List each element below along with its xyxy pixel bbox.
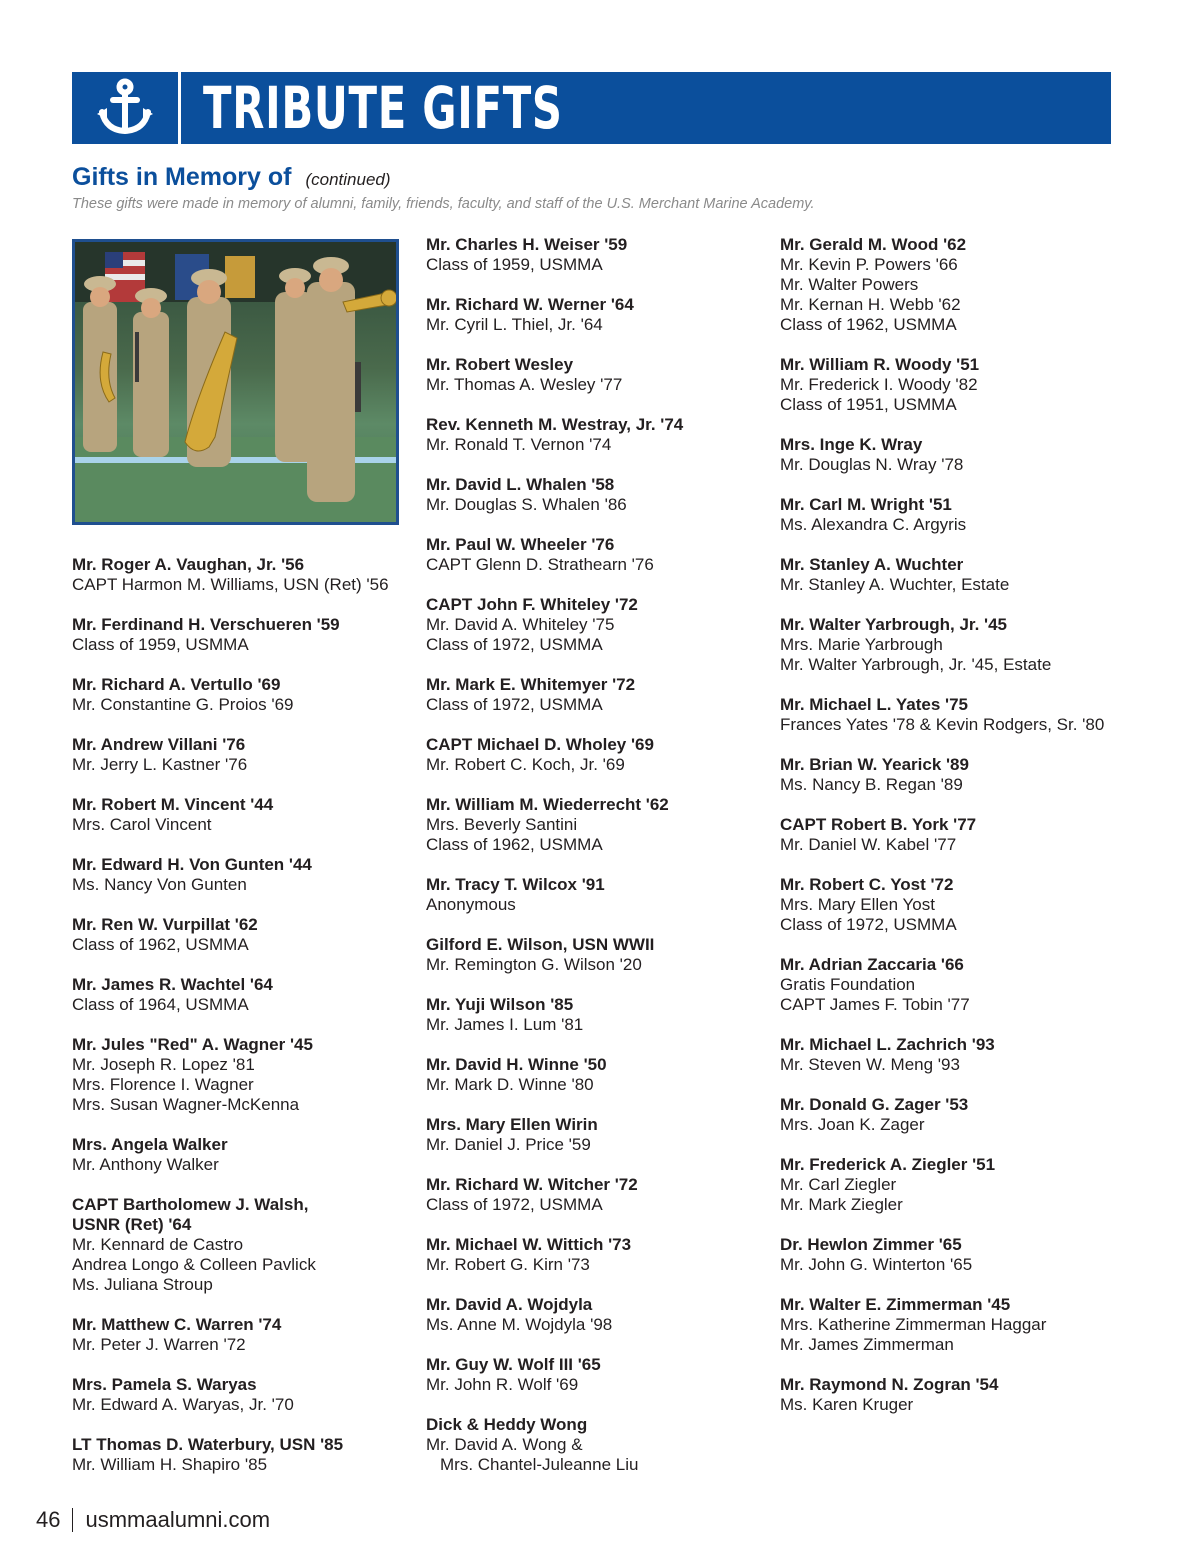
honoree-name: Mr. Walter Yarbrough, Jr. '45 xyxy=(780,615,1008,634)
donor-name: Frances Yates '78 & Kevin Rodgers, Sr. '80 xyxy=(780,715,1105,734)
honoree-name: CAPT Bartholomew J. Walsh, xyxy=(72,1195,309,1214)
band-photo xyxy=(72,239,399,525)
donor-name: Mrs. Chantel-Juleanne Liu xyxy=(440,1455,639,1474)
honoree-name: Mr. Walter E. Zimmerman '45 xyxy=(780,1295,1011,1314)
tribute-banner xyxy=(72,72,1111,144)
donor-name: Mr. Constantine G. Proios '69 xyxy=(72,695,294,714)
donor-name: Mr. David A. Wong & xyxy=(426,1435,583,1454)
footer-divider xyxy=(72,1508,73,1532)
page-number: 46 xyxy=(36,1507,61,1532)
tribute-entry xyxy=(780,955,1125,1015)
honoree-name: Mr. Gerald M. Wood '62 xyxy=(780,235,967,254)
donor-name: Mrs. Beverly Santini xyxy=(426,815,578,834)
tribute-entry xyxy=(780,1095,1125,1135)
donor-name: Class of 1972, USMMA xyxy=(426,695,603,714)
tribute-entry xyxy=(780,1035,1125,1075)
honoree-name: Mr. Stanley A. Wuchter xyxy=(780,555,964,574)
tribute-entry xyxy=(426,1175,771,1215)
section-continued: (continued) xyxy=(305,170,391,189)
donor-name: Ms. Nancy B. Regan '89 xyxy=(780,775,963,794)
tribute-entry xyxy=(780,1375,1125,1415)
honoree-name: Gilford E. Wilson, USN WWII xyxy=(426,935,655,954)
tribute-entry xyxy=(780,875,1125,935)
donor-name: Mr. Kevin P. Powers '66 xyxy=(780,255,958,274)
tribute-entry xyxy=(72,1135,417,1175)
honoree-name: Mr. Michael L. Zachrich '93 xyxy=(780,1035,995,1054)
donor-name: Class of 1972, USMMA xyxy=(426,635,603,654)
donor-name: Mrs. Marie Yarbrough xyxy=(780,635,943,654)
tribute-entry xyxy=(426,355,771,395)
tribute-entry xyxy=(780,495,1125,535)
tribute-entry xyxy=(426,935,771,975)
donor-name: Mr. William H. Shapiro '85 xyxy=(72,1455,268,1474)
tribute-entry xyxy=(72,975,417,1015)
section-title: Gifts in Memory of xyxy=(72,163,292,191)
tribute-entry xyxy=(426,1055,771,1095)
donor-name: Mr. Mark D. Winne '80 xyxy=(426,1075,594,1094)
donor-name: Mr. David A. Whiteley '75 xyxy=(426,615,615,634)
tribute-entry xyxy=(426,735,771,775)
donor-name: Mr. Douglas S. Whalen '86 xyxy=(426,495,627,514)
tribute-entry xyxy=(426,995,771,1035)
honoree-name: Mr. Brian W. Yearick '89 xyxy=(780,755,969,774)
honoree-name: Mr. Frederick A. Ziegler '51 xyxy=(780,1155,996,1174)
honoree-name: Mr. Michael W. Wittich '73 xyxy=(426,1235,632,1254)
donor-name: Mr. Steven W. Meng '93 xyxy=(780,1055,960,1074)
donor-name: Mrs. Florence I. Wagner xyxy=(72,1075,254,1094)
tribute-entry xyxy=(780,755,1125,795)
donor-name: Mr. Daniel W. Kabel '77 xyxy=(780,835,957,854)
donor-name: Anonymous xyxy=(426,895,516,914)
donor-name: CAPT James F. Tobin '77 xyxy=(780,995,970,1014)
donor-name: Class of 1951, USMMA xyxy=(780,395,957,414)
section-subtitle: These gifts were made in memory of alumni, family, friends, faculty, and staff of the U.S. Merchant Marine Academy. xyxy=(72,196,815,212)
tribute-entry xyxy=(426,235,771,275)
honoree-name: Mr. William M. Wiederrecht '62 xyxy=(426,795,669,814)
tribute-entry xyxy=(426,795,771,855)
donor-name: CAPT Glenn D. Strathearn '76 xyxy=(426,555,654,574)
donor-name: Class of 1959, USMMA xyxy=(426,255,603,274)
donor-name: Mr. Frederick I. Woody '82 xyxy=(780,375,978,394)
tribute-entry xyxy=(426,875,771,915)
honoree-name: Mr. William R. Woody '51 xyxy=(780,355,980,374)
honoree-name: Dr. Hewlon Zimmer '65 xyxy=(780,1235,962,1254)
honoree-name: Mr. Guy W. Wolf III '65 xyxy=(426,1355,601,1374)
honoree-name: Mr. Jules "Red" A. Wagner '45 xyxy=(72,1035,313,1054)
honoree-name: Mr. James R. Wachtel '64 xyxy=(72,975,273,994)
donor-column-1 xyxy=(72,555,417,1495)
donor-name: Mr. James I. Lum '81 xyxy=(426,1015,584,1034)
honoree-name: Mr. Robert C. Yost '72 xyxy=(780,875,954,894)
tribute-entry xyxy=(780,815,1125,855)
honoree-name: Mr. Roger A. Vaughan, Jr. '56 xyxy=(72,555,305,574)
donor-name: Mr. Joseph R. Lopez '81 xyxy=(72,1055,255,1074)
tribute-entry xyxy=(780,615,1125,675)
donor-name: Mr. Robert G. Kirn '73 xyxy=(426,1255,590,1274)
tribute-entry xyxy=(426,415,771,455)
tribute-entry xyxy=(426,475,771,515)
honoree-name: Mr. Robert Wesley xyxy=(426,355,574,374)
tribute-entry xyxy=(72,1435,417,1475)
honoree-name: Mrs. Mary Ellen Wirin xyxy=(426,1115,598,1134)
donor-name: Mr. Daniel J. Price '59 xyxy=(426,1135,591,1154)
honoree-name: Rev. Kenneth M. Westray, Jr. '74 xyxy=(426,415,684,434)
tribute-entry xyxy=(780,355,1125,415)
honoree-name: Mr. David L. Whalen '58 xyxy=(426,475,615,494)
banner-divider xyxy=(178,72,181,144)
honoree-name: Mr. David H. Winne '50 xyxy=(426,1055,607,1074)
tribute-entry xyxy=(72,555,417,595)
honoree-name: Mrs. Angela Walker xyxy=(72,1135,228,1154)
donor-name: Mrs. Carol Vincent xyxy=(72,815,212,834)
donor-name: Ms. Alexandra C. Argyris xyxy=(780,515,967,534)
donor-name: Mr. John G. Winterton '65 xyxy=(780,1255,973,1274)
section-heading xyxy=(72,163,391,192)
tribute-entry xyxy=(72,1195,417,1295)
tribute-entry xyxy=(72,915,417,955)
honoree-name: Mr. Richard W. Werner '64 xyxy=(426,295,634,314)
honoree-name: CAPT Michael D. Wholey '69 xyxy=(426,735,654,754)
donor-name: Class of 1959, USMMA xyxy=(72,635,249,654)
honoree-name: Mrs. Inge K. Wray xyxy=(780,435,923,454)
donor-name: Mr. Remington G. Wilson '20 xyxy=(426,955,642,974)
tribute-entry xyxy=(72,795,417,835)
donor-name: Class of 1962, USMMA xyxy=(72,935,249,954)
donor-name: Ms. Karen Kruger xyxy=(780,1395,914,1414)
donor-name: Mr. Peter J. Warren '72 xyxy=(72,1335,246,1354)
donor-name: Class of 1962, USMMA xyxy=(780,315,957,334)
tribute-entry xyxy=(780,1235,1125,1275)
donor-column-2 xyxy=(426,235,771,1495)
tribute-entry xyxy=(426,1295,771,1335)
donor-name: Mr. Walter Powers xyxy=(780,275,919,294)
honoree-name: Mr. Adrian Zaccaria '66 xyxy=(780,955,964,974)
honoree-name: Mr. Paul W. Wheeler '76 xyxy=(426,535,615,554)
donor-name: Mr. Carl Ziegler xyxy=(780,1175,897,1194)
tribute-entry xyxy=(72,1375,417,1415)
honoree-name: Mr. Andrew Villani '76 xyxy=(72,735,246,754)
anchor-icon xyxy=(72,72,178,144)
tribute-entry xyxy=(426,675,771,715)
tribute-entry xyxy=(72,675,417,715)
honoree-name: Mr. Richard W. Witcher '72 xyxy=(426,1175,638,1194)
donor-name: Mr. Thomas A. Wesley '77 xyxy=(426,375,623,394)
donor-name: Mrs. Susan Wagner-McKenna xyxy=(72,1095,300,1114)
donor-column-3 xyxy=(780,235,1125,1435)
honoree-name: Mr. Mark E. Whitemyer '72 xyxy=(426,675,636,694)
honoree-name: Mr. Charles H. Weiser '59 xyxy=(426,235,628,254)
tribute-entry xyxy=(72,1315,417,1355)
tribute-entry xyxy=(780,435,1125,475)
donor-name: Mr. Douglas N. Wray '78 xyxy=(780,455,964,474)
tribute-entry xyxy=(780,1295,1125,1355)
honoree-name: Mr. Michael L. Yates '75 xyxy=(780,695,968,714)
honoree-name: Mr. Ren W. Vurpillat '62 xyxy=(72,915,258,934)
tribute-entry xyxy=(780,695,1125,735)
donor-name: Mr. Cyril L. Thiel, Jr. '64 xyxy=(426,315,603,334)
honoree-name: CAPT John F. Whiteley '72 xyxy=(426,595,638,614)
donor-name: Mr. Kennard de Castro xyxy=(72,1235,244,1254)
tribute-entry xyxy=(426,595,771,655)
footer-site-link[interactable]: usmmaalumni.com xyxy=(85,1507,271,1532)
honoree-name: Mr. Tracy T. Wilcox '91 xyxy=(426,875,605,894)
honoree-name: Mr. Robert M. Vincent '44 xyxy=(72,795,274,814)
honoree-name: Mr. Ferdinand H. Verschueren '59 xyxy=(72,615,340,634)
honoree-name: CAPT Robert B. York '77 xyxy=(780,815,977,834)
donor-name: Mr. Robert C. Koch, Jr. '69 xyxy=(426,755,625,774)
honoree-name-continued: USNR (Ret) '64 xyxy=(72,1215,192,1234)
tribute-entry xyxy=(426,1415,771,1475)
donor-name: Ms. Anne M. Wojdyla '98 xyxy=(426,1315,613,1334)
donor-name: Mrs. Joan K. Zager xyxy=(780,1115,925,1134)
donor-name: Mrs. Katherine Zimmerman Haggar xyxy=(780,1315,1047,1334)
tribute-entry xyxy=(426,1115,771,1155)
donor-name: Mrs. Mary Ellen Yost xyxy=(780,895,935,914)
honoree-name: Mrs. Pamela S. Waryas xyxy=(72,1375,257,1394)
donor-name: Class of 1962, USMMA xyxy=(426,835,603,854)
donor-name: Class of 1964, USMMA xyxy=(72,995,249,1014)
donor-name: Andrea Longo & Colleen Pavlick xyxy=(72,1255,316,1274)
donor-name: Ms. Nancy Von Gunten xyxy=(72,875,247,894)
donor-name: Mr. Edward A. Waryas, Jr. '70 xyxy=(72,1395,294,1414)
donor-name: Mr. James Zimmerman xyxy=(780,1335,954,1354)
tribute-entry xyxy=(72,615,417,655)
donor-name: Class of 1972, USMMA xyxy=(780,915,957,934)
honoree-name: Mr. Edward H. Von Gunten '44 xyxy=(72,855,312,874)
donor-name: Mr. Mark Ziegler xyxy=(780,1195,903,1214)
tribute-entry xyxy=(780,1155,1125,1215)
honoree-name: Dick & Heddy Wong xyxy=(426,1415,588,1434)
donor-name: Ms. Juliana Stroup xyxy=(72,1275,213,1294)
tribute-entry xyxy=(426,295,771,335)
donor-name: Mr. Anthony Walker xyxy=(72,1155,219,1174)
tribute-entry xyxy=(72,735,417,775)
page-title: TRIBUTE GIFTS xyxy=(203,74,563,142)
honoree-name: LT Thomas D. Waterbury, USN '85 xyxy=(72,1435,344,1454)
donor-name: CAPT Harmon M. Williams, USN (Ret) '56 xyxy=(72,575,389,594)
honoree-name: Mr. Donald G. Zager '53 xyxy=(780,1095,969,1114)
donor-name: Mr. Stanley A. Wuchter, Estate xyxy=(780,575,1010,594)
donor-name: Mr. John R. Wolf '69 xyxy=(426,1375,579,1394)
donor-name: Class of 1972, USMMA xyxy=(426,1195,603,1214)
tribute-entry xyxy=(72,855,417,895)
honoree-name: Mr. Carl M. Wright '51 xyxy=(780,495,952,514)
tribute-entry xyxy=(426,535,771,575)
honoree-name: Mr. Matthew C. Warren '74 xyxy=(72,1315,282,1334)
tribute-entry xyxy=(780,555,1125,595)
tribute-entry xyxy=(72,1035,417,1115)
page-footer xyxy=(36,1507,270,1533)
donor-name: Mr. Ronald T. Vernon '74 xyxy=(426,435,612,454)
donor-name: Mr. Kernan H. Webb '62 xyxy=(780,295,961,314)
honoree-name: Mr. Raymond N. Zogran '54 xyxy=(780,1375,999,1394)
tribute-entry xyxy=(780,235,1125,335)
donor-name: Mr. Jerry L. Kastner '76 xyxy=(72,755,248,774)
tribute-entry xyxy=(426,1235,771,1275)
honoree-name: Mr. Yuji Wilson '85 xyxy=(426,995,574,1014)
donor-name: Mr. Walter Yarbrough, Jr. '45, Estate xyxy=(780,655,1052,674)
honoree-name: Mr. Richard A. Vertullo '69 xyxy=(72,675,281,694)
honoree-name: Mr. David A. Wojdyla xyxy=(426,1295,593,1314)
tribute-entry xyxy=(426,1355,771,1395)
donor-name: Gratis Foundation xyxy=(780,975,916,994)
